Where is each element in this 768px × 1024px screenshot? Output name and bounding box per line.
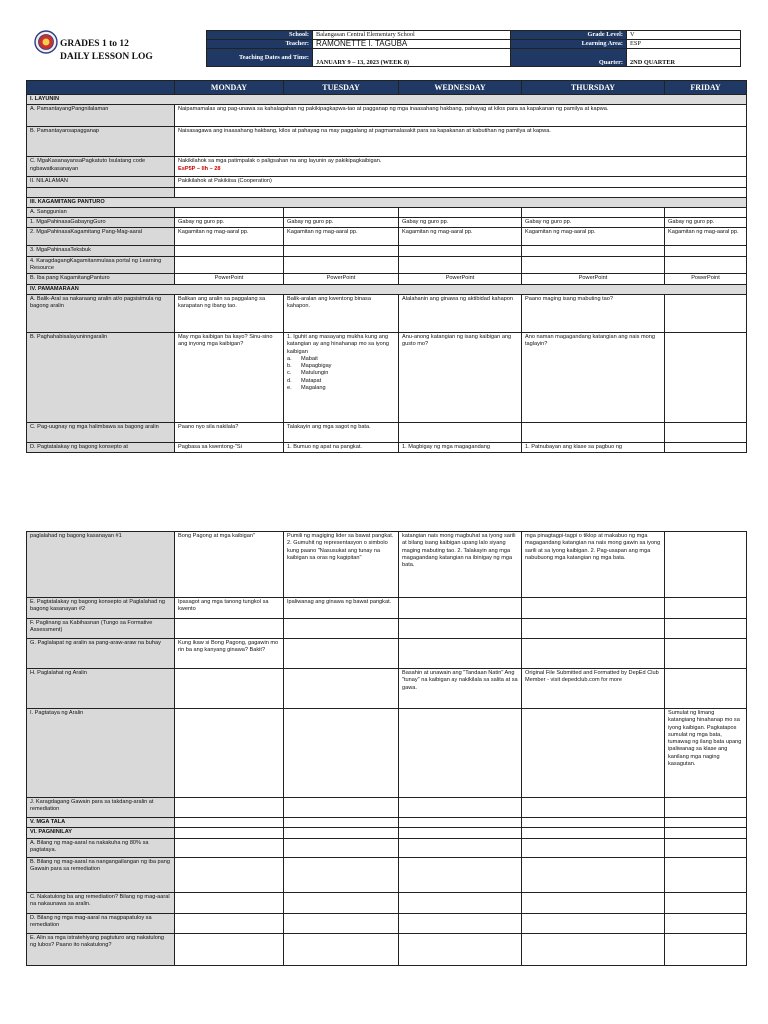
row-label-kagamitang-pang-mag-aaral: 2. MgaPahinasaKagamitang Pang-Mag-aaral: [27, 228, 175, 246]
paglalahat-thursday: Original File Submitted and Formatted by DepEd Club Member - visit depedclub.com for more: [522, 669, 665, 709]
balik-aral-wednesday: Alalahanin ang ginawa ng aktibidad kahapon: [399, 294, 522, 332]
kagamitan-wednesday: Kagamitan ng mag-aaral pp.: [399, 228, 522, 246]
document-title: [60, 38, 153, 64]
teacher-value: RAMONETTE I. TAGUBA: [313, 40, 511, 49]
quarter-value: 2ND QUARTER: [627, 49, 741, 67]
title-line-2: DAILY LESSON LOG: [60, 52, 153, 62]
row-text-kasanayan: [175, 157, 747, 177]
area-value: ESP: [627, 40, 741, 49]
powerpoint-monday: PowerPoint: [175, 274, 284, 284]
powerpoint-friday: PowerPoint: [665, 274, 747, 284]
row-label-magpapatuloy-remediation: D. Bilang ng mga mag-aaral na magpapatuloy sa remediation: [27, 913, 175, 933]
pagtatalakay-monday-cont: Bong Pagong at mga kaibigan": [175, 532, 284, 598]
dates-label: Teaching Dates and Time:: [207, 49, 313, 67]
title-line-1: GRADES 1 to 12: [60, 39, 129, 49]
row-label-karagdagang-kagamitan: 4. KaragdagangKagamitanmulasa portal ng Learning Resource: [27, 256, 175, 274]
school-value: Balangasan Central Elementary School: [313, 31, 511, 40]
row-label-pamantayan-sa-pagganap: B. Pamantayansapagganap: [27, 127, 175, 157]
row-label-paglalahat: H. Paglalahat ng Aralin: [27, 669, 175, 709]
row-label-balik-aral: A. Balik-Aral sa nakaraang aralin at/o pagsisimula ng bagong aralin: [27, 294, 175, 332]
row-text-pamantayan-sa-pagganap: Naisasagawa ang inaasahang hakbang, kilos at pahayag na may paggalang at pagmamalasakit para sa kapakanan at kabutihan ng pamilya at kapwa.: [175, 127, 747, 157]
kasanayan-text: Nakikilahok sa mga patimpalak o paligsahan na ang layunin ay pakikipagkaibigan.: [178, 158, 382, 165]
info-table-left: [206, 30, 511, 67]
school-label: School:: [207, 31, 313, 40]
trait-item: c. Matulungin: [287, 370, 329, 377]
powerpoint-thursday: PowerPoint: [522, 274, 665, 284]
balik-aral-tuesday: Balik-aralan ang kwentong binasa kahapon.: [284, 294, 399, 332]
kagamitan-thursday: Kagamitan ng mag-aaral pp.: [522, 228, 665, 246]
pagtatalakay-wednesday: 1. Magbigay ng mga magagandang: [399, 442, 522, 452]
gabay-monday: Gabay ng guro pp.: [175, 218, 284, 228]
pag-uugnay-tuesday: Talakayin ang mga sagot ng bata.: [284, 422, 399, 442]
row-text-pamantayang-pangnilalaman: Naipamamalas ang pag-unawa sa kahalagahan ng pakikipagkapwa-tao at pagganap ng mga inaasahang hakbang, pahayag at kilos para sa kapakanan ng pamilya at kapwa.: [175, 105, 747, 127]
day-header-wednesday: WEDNESDAY: [399, 81, 522, 95]
row-label-iba-pang-kagamitan: B. Iba pang KagamitangPanturo: [27, 274, 175, 284]
section-kagamitang-panturo: III. KAGAMITANG PANTURO: [27, 197, 747, 207]
paghahabi-tuesday-intro: 1. Iguhit ang masayang mukha kung ang katangian ay ang hinahanap mo sa iyong kaibigan: [287, 333, 390, 355]
quarter-label: Quarter:: [511, 49, 627, 67]
row-text-nilalaman: Pakikilahok at Pakikiisa (Cooperation): [175, 177, 747, 187]
row-label-nilalaman: II. NILALAMAN: [27, 177, 175, 187]
row-label-pamantayang-pangnilalaman: A. PamantayangPangnilalaman: [27, 105, 175, 127]
competency-code: EsP5P – IIh – 28: [178, 165, 221, 172]
trait-item: a. Mabait: [287, 355, 318, 362]
pag-uugnay-monday: Paano nyo sila nakilala?: [175, 422, 284, 442]
paghahabi-monday: May mga kaibigan ba kayo? Sinu-sino ang inyong mga kaibigan?: [175, 332, 284, 422]
grade-value: V: [627, 31, 741, 40]
pagtatalakay-tuesday: 1. Bumuo ng apat na pangkat.: [284, 442, 399, 452]
day-header-monday: MONDAY: [175, 81, 284, 95]
lesson-log-table-page2: [26, 531, 747, 966]
kagamitan-friday: Kagamitan ng mag-aaral pp.: [665, 228, 747, 246]
balik-aral-thursday: Paano maging isang mabuting tao?: [522, 294, 665, 332]
row-label-paglalapat: G. Paglalapat ng aralin sa pang-araw-araw na buhay: [27, 639, 175, 669]
gabay-thursday: Gabay ng guro pp.: [522, 218, 665, 228]
row-label-pagtatalakay-2: E. Pagtatalakay ng bagong konsepto at Paglalahad ng bagong kasanayan #2: [27, 598, 175, 619]
row-label-nakakuha-80: A. Bilang ng mag-aaral na nakakuha ng 80% sa pagtataya.: [27, 838, 175, 857]
pagtatalakay-thursday-cont: mga pinagtagpi-tagpi o tiklop at makabuo ng mga magagandang katangian na nais mong gawin sa iyong sarili at sa iyong kaibigan. 2. Pag-usapan ang mga nabubuong mga katangian ng mga bata.: [522, 532, 665, 598]
powerpoint-tuesday: PowerPoint: [284, 274, 399, 284]
dates-value: JANUARY 9 – 13, 2023 (WEEK 8): [313, 49, 511, 67]
pagtatalakay-2-monday: Ipasagot ang mga tanong tungkol sa kwento: [175, 598, 284, 619]
paghahabi-wednesday: Anu-anong katangian ng isang kaibigan ang gusto mo?: [399, 332, 522, 422]
paglalapat-monday: Kung ikaw si Bong Pagong, gagawin mo rin ba ang kanyang ginawa? Bakit?: [175, 639, 284, 669]
gabay-friday: Gabay ng guro pp.: [665, 218, 747, 228]
row-label-pagtatalakay-1: D. Pagtatalakay ng bagong konsepto at: [27, 442, 175, 452]
row-label-remediation-needed: B. Bilang ng mag-aaral na nangangailangan ng iba pang Gawain para sa remediation: [27, 857, 175, 892]
paghahabi-tuesday: [284, 332, 399, 422]
row-label-gabay-ng-guro: 1. MgaPahinasaGabayngGuro: [27, 218, 175, 228]
row-label-pagtatalakay-1-cont: paglalahad ng bagong kasanayan #1: [27, 532, 175, 598]
area-label: Learning Area:: [511, 40, 627, 49]
paglalahat-wednesday: Basahin at unawain ang "Tandaan Natin" Ang "tunay" na kaibigan ay nakikilala sa salita at sa gawa.: [399, 669, 522, 709]
deped-logo: [34, 30, 58, 54]
pagtatalakay-2-tuesday: Ipaliwanag ang ginawa ng bawat pangkat.: [284, 598, 399, 619]
pagtatalakay-wednesday-cont: katangian nais mong magbuhat sa iyong sarili at bilang isang kaibigan upang lalo siyang maging mabuting tao. 2. Talakayin ang mga magagandang katangian na ibinigay ng mga bata.: [399, 532, 522, 598]
section-pagninilay: VI. PAGNINILAY: [27, 828, 175, 838]
lesson-log-table-page1: [26, 80, 747, 453]
paghahabi-thursday: Ano naman magagandang katangian ang nais mong taglayin?: [522, 332, 665, 422]
row-label-sanggunian: A. Sanggunian: [27, 207, 175, 217]
trait-item: d. Matapat: [287, 377, 322, 384]
kagamitan-tuesday: Kagamitan ng mag-aaral pp.: [284, 228, 399, 246]
row-label-pag-uugnay: C. Pag-uugnay ng mga halimbawa sa bagong aralin: [27, 422, 175, 442]
row-label-paghahabi: B. Paghahabisalayuninngaralin: [27, 332, 175, 422]
balik-aral-monday: Balikan ang aralin sa paggalang sa karapatan ng ibang tao.: [175, 294, 284, 332]
grade-label: Grade Level:: [511, 31, 627, 40]
pagtatalakay-tuesday-cont: Pumili ng magiging lider sa bawat pangkat. 2. Gumuhit ng representasyon o simbolo kung paano "Nasusukat ang tunay na kaibigan sa oras ng kagipitan": [284, 532, 399, 598]
pagtatalakay-monday: Pagbasa sa kwentong-"Si: [175, 442, 284, 452]
row-label-karagdagang-gawain: J. Karagdagang Gawain para sa takdang-aralin at remediation: [27, 798, 175, 818]
gabay-tuesday: Gabay ng guro pp.: [284, 218, 399, 228]
row-label-teksbuk: 3. MgaPahinasaTeksbuk: [27, 246, 175, 256]
row-label-istratehiya: E. Alin sa mga istratehiyang pagtuturo ang nakatulong ng lubos? Paano ito nakatulong?: [27, 933, 175, 965]
row-label-paglinang: F. Paglinang sa Kabihasnan (Tungo sa Formative Assessment): [27, 619, 175, 639]
gabay-wednesday: Gabay ng guro pp.: [399, 218, 522, 228]
pagtataya-friday: Sumulat ng limang katangiang hinahanap mo sa iyong kaibigan. Pagkatapos sumulat ng mga bata, tumawag ng ilang bata upang ipaliwanag sa klase ang kanilang mga naging kasagutan.: [665, 709, 747, 798]
kagamitan-monday: Kagamitan ng mag-aaral pp.: [175, 228, 284, 246]
trait-item: b. Mapagbigay: [287, 363, 332, 370]
teacher-label: Teacher:: [207, 40, 313, 49]
info-table-right: [510, 30, 741, 67]
powerpoint-wednesday: PowerPoint: [399, 274, 522, 284]
row-label-pagtataya: I. Pagtataya ng Aralin: [27, 709, 175, 798]
row-label-kasanayan: C. MgaKasanayansaPagkatuto Isulatang code ngbawatkasanayan: [27, 157, 175, 177]
row-label-nakatulong-remediation: C. Nakatulong ba ang remediation? Bilang ng mag-aaral na nakaunawa sa aralin.: [27, 892, 175, 913]
pagtatalakay-thursday: 1. Patnubayan ang klase sa pagbuo ng: [522, 442, 665, 452]
trait-item: e. Magalang: [287, 385, 326, 392]
day-header-tuesday: TUESDAY: [284, 81, 399, 95]
corner-cell: [27, 81, 175, 95]
day-header-thursday: THURSDAY: [522, 81, 665, 95]
day-header-friday: FRIDAY: [665, 81, 747, 95]
section-mga-tala: V. MGA TALA: [27, 818, 175, 828]
section-layunin: I. LAYUNIN: [27, 95, 747, 105]
section-pamamaraan: IV. PAMAMARAAN: [27, 284, 747, 294]
